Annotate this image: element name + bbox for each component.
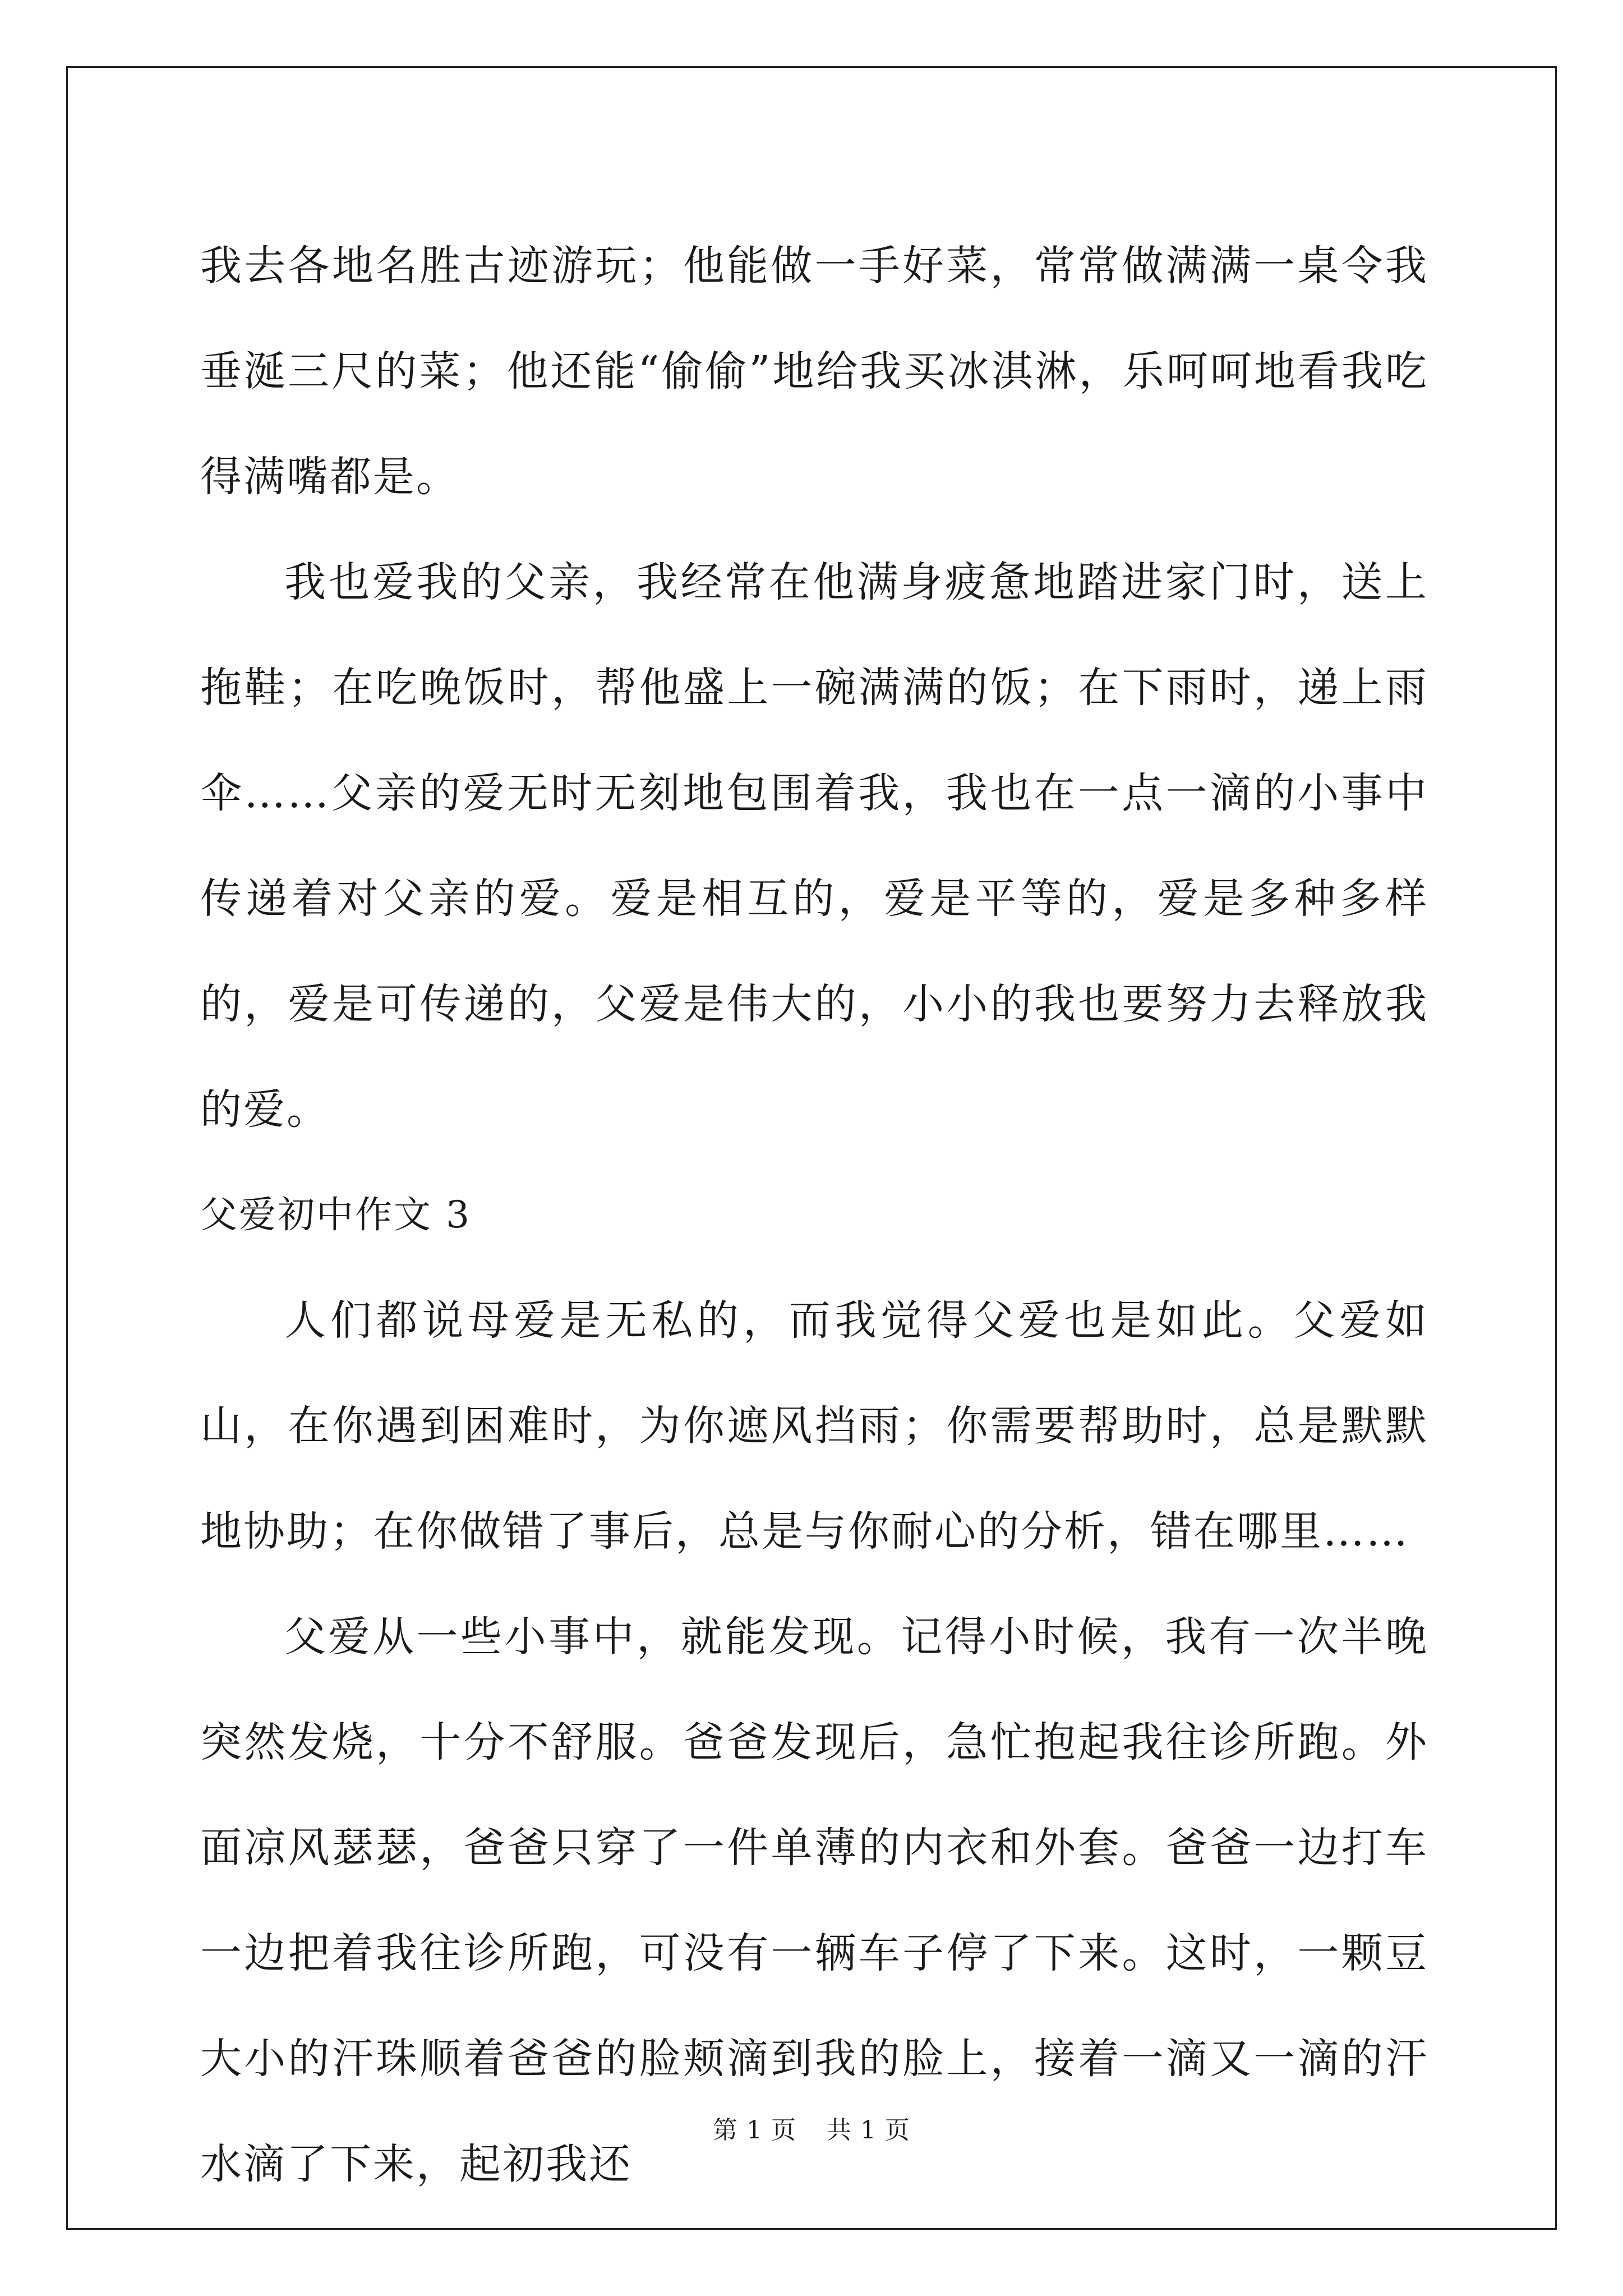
page-footer [0,2114,1623,2147]
paragraph-2: 我也爱我的父亲，我经常在他满身疲惫地踏进家门时，送上拖鞋；在吃晚饭时，帮他盛上一碗满满的饭；在下雨时，递上雨伞……父亲的爱无时无刻地包围着我，我也在一点一滴的小事中传递着对父亲的爱。爱是相互的，爱是平等的，爱是多种多样的，爱是可传递的，父爱是伟大的，小小的我也要努力去释放我的爱。 [200,558,1428,1134]
page-number: 第 1 页 [713,2116,796,2145]
page-total: 共 1 页 [827,2116,910,2145]
paragraph-1: 我去各地名胜古迹游玩；他能做一手好菜，常常做满满一桌令我垂涎三尺的菜；他还能“偷偷”地给我买冰淇淋，乐呵呵地看我吃得满嘴都是。 [200,242,1428,501]
paragraph-3: 人们都说母爱是无私的，而我觉得父爱也是如此。父爱如山，在你遇到困难时，为你遮风挡雨；你需要帮助时，总是默默地协助；在你做错了事后，总是与你耐心的分析，错在哪里…… [200,1296,1428,1556]
section-heading: 父爱初中作文 3 [200,1193,471,1236]
paragraph-4: 父爱从一些小事中，就能发现。记得小时候，我有一次半晚突然发烧，十分不舒服。爸爸发现后，急忙抱起我往诊所跑。外面凉风瑟瑟，爸爸只穿了一件单薄的内衣和外套。爸爸一边打车一边把着我往诊所跑，可没有一辆车子停了下来。这时，一颗豆大小的汗珠顺着爸爸的脸颊滴到我的脸上，接着一滴又一滴的汗水滴了下来，起初我还 [200,1613,1428,2188]
document-body [200,213,1428,2217]
